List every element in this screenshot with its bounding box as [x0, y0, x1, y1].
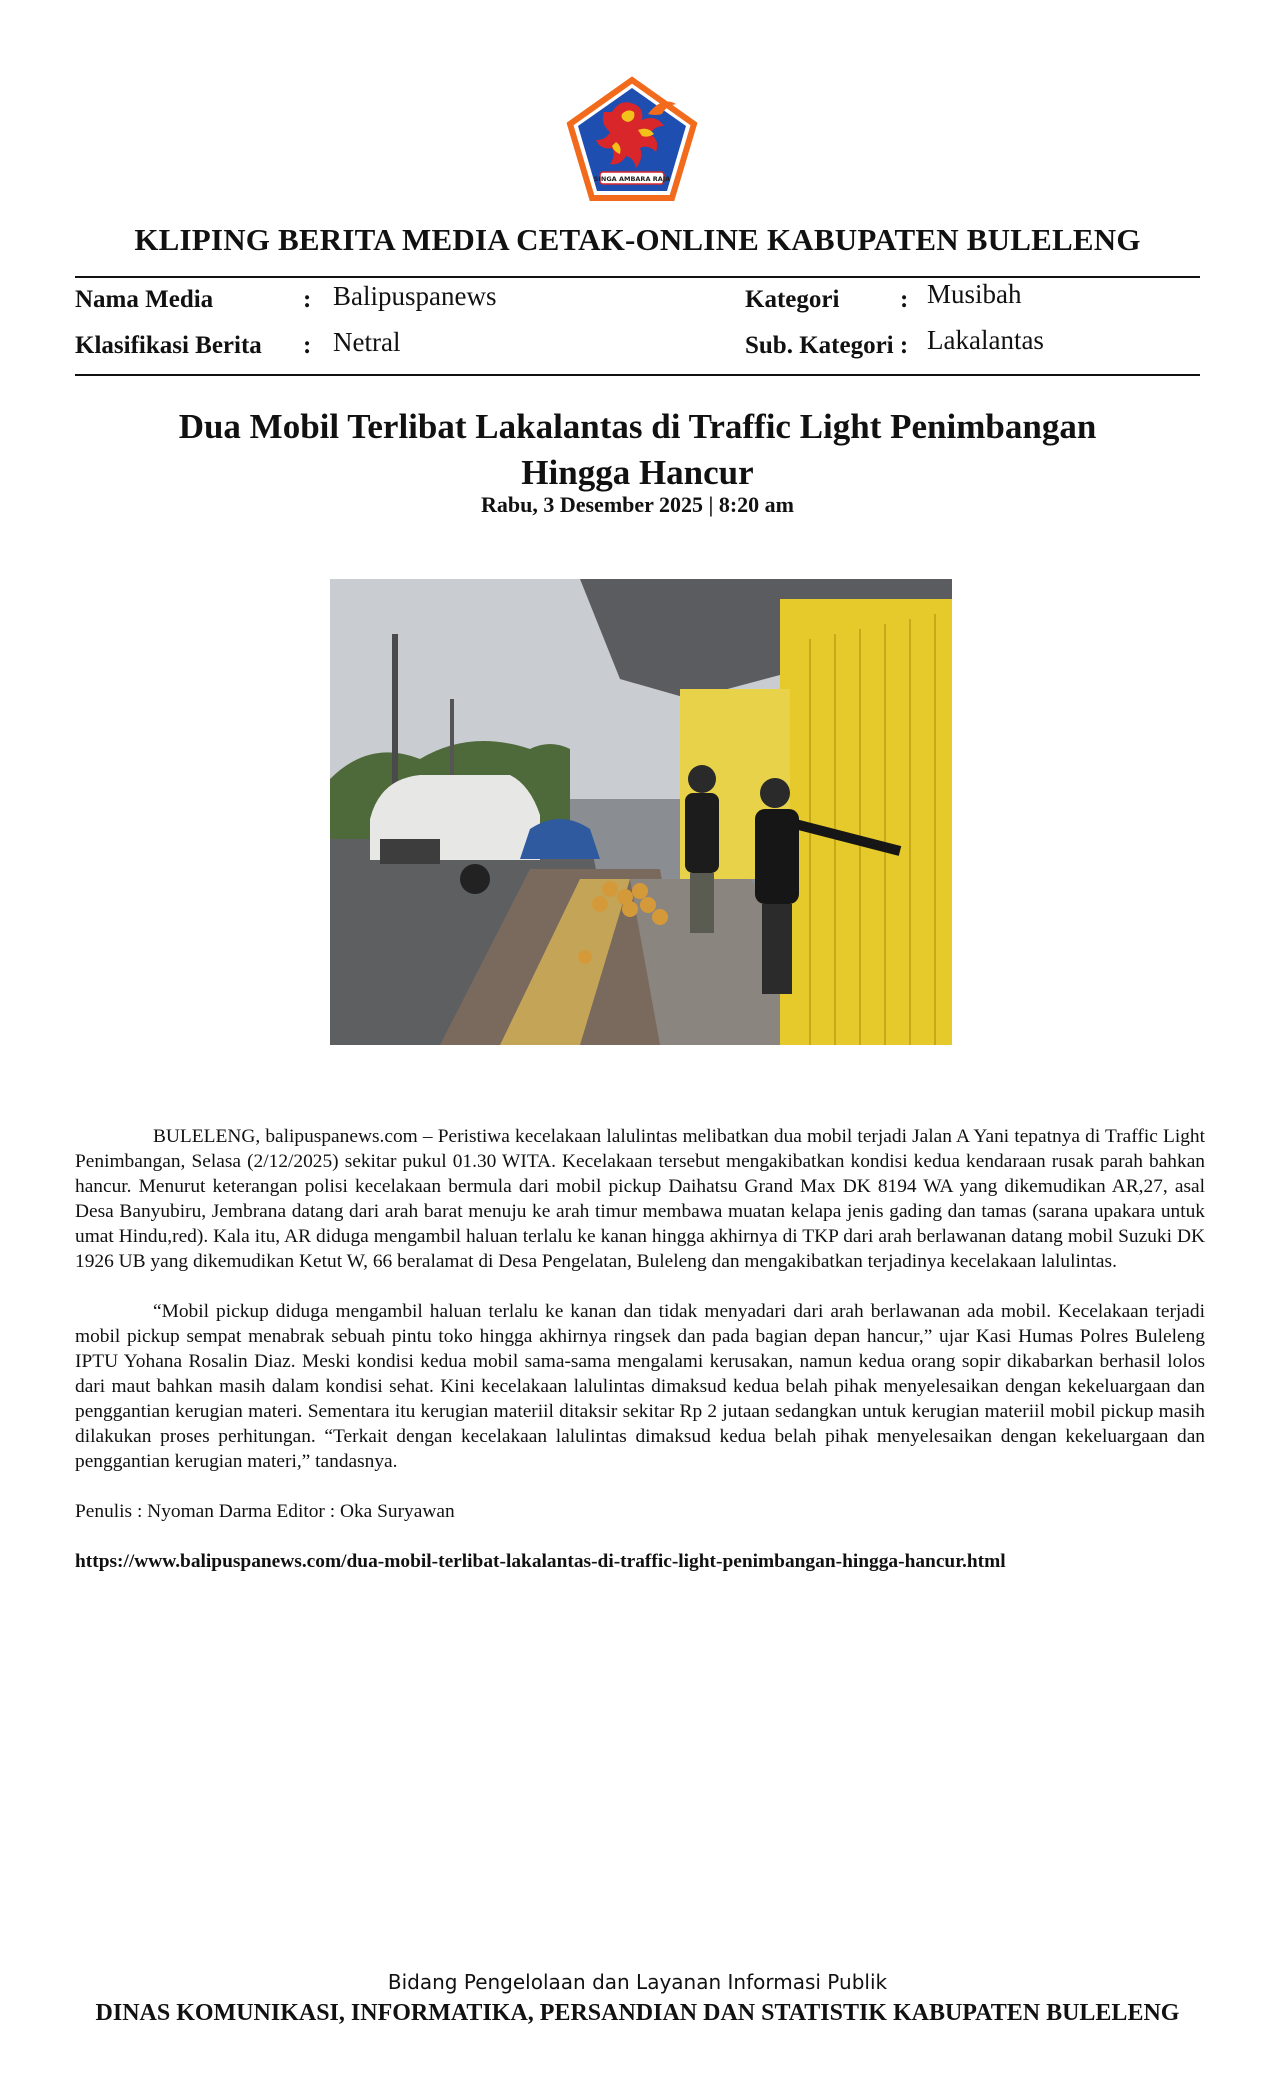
headline-line-1: Dua Mobil Terlibat Lakalantas di Traffic Light Penimbangan — [178, 407, 1097, 446]
article-body — [75, 1124, 1205, 1574]
kategori-colon: : — [900, 286, 909, 313]
article-photo — [330, 579, 952, 1045]
logo-motto: SINGA AMBARA RAJA — [593, 175, 671, 183]
media-label: Nama Media — [75, 286, 214, 313]
footer-agency: DINAS KOMUNIKASI, INFORMATIKA, PERSANDIAN DAN STATISTIK KABUPATEN BULELENG — [95, 2000, 1180, 2026]
media-value: Balipuspanews — [333, 281, 497, 311]
buleleng-logo — [564, 74, 700, 204]
article-headline — [100, 404, 1175, 496]
document-title: KLIPING BERITA MEDIA CETAK-ONLINE KABUPATEN BULELENG — [134, 222, 1141, 257]
klasifikasi-label: Klasifikasi Berita — [75, 332, 262, 359]
klasifikasi-value: Netral — [333, 327, 401, 357]
accident-scene-photo — [330, 579, 952, 1045]
headline-line-2: Hingga Hancur — [521, 453, 754, 492]
subkategori-value: Lakalantas — [927, 325, 1044, 355]
klasifikasi-colon: : — [303, 332, 312, 359]
kategori-label: Kategori — [745, 286, 840, 313]
article-credits: Penulis : Nyoman Darma Editor : Oka Suryawan — [75, 1501, 455, 1522]
article-dateline: Rabu, 3 Desember 2025 | 8:20 am — [480, 492, 795, 517]
media-colon: : — [303, 286, 312, 313]
footer-division: Bidang Pengelolaan dan Layanan Informasi Publik — [387, 1970, 888, 1994]
article-paragraph-1: BULELENG, balipuspanews.com – Peristiwa kecelakaan lalulintas melibatkan dua mobil terjadi Jalan A Yani tepatnya di Traffic Light Penimbangan, Selasa (2/12/2025) sekitar pukul 01.30 WITA. Kecelakaan tersebut mengakibatkan kondisi kedua kendaraan rusak parah bahkan hancur. Menurut keterangan polisi kecelakaan bermula dari mobil pickup Daihatsu Grand Max DK 8194 WA yang dikemudikan AR,27, asal Desa Banyubiru, Jembrana datang dari arah barat menuju ke arah timur membawa muatan kelapa jenis gading dan tamas (sarana upakara untuk umat Hindu,red). Kala itu, AR diduga mengambil haluan terlalu ke kanan hingga akhirnya di TKP dari arah berlawanan datang mobil Suzuki DK 1926 UB yang dikemudikan Ketut W, 66 beralamat di Desa Pengelatan, Buleleng dan mengakibatkan terjadinya kecelakaan lalulintas. — [75, 1126, 1205, 1272]
kategori-value: Musibah — [927, 279, 1022, 309]
subkategori-label: Sub. Kategori : — [745, 332, 909, 359]
top-divider — [75, 276, 1200, 278]
meta-divider — [75, 374, 1200, 376]
article-paragraph-2: “Mobil pickup diduga mengambil haluan terlalu ke kanan dan tidak menyadari dari arah berlawanan ada mobil. Kecelakaan terjadi mobil pickup sempat menabrak sebuah pintu toko hingga akhirnya ringsek dan pada bagian depan hancur,” ujar Kasi Humas Polres Buleleng IPTU Yohana Rosalin Diaz. Meski kondisi kedua mobil sama-sama mengalami kerusakan, namun kedua orang sopir dikabarkan berhasil lolos dari maut bahkan masih dalam kondisi sehat. Kini kecelakaan lalulintas dimaksud kedua belah pihak menyelesaikan dengan kekeluargaan dan penggantian kerugian materi. Sementara itu kerugian materiil ditaksir sekitar Rp 2 jutaan sedangkan untuk kerugian materiil mobil pickup masih dilakukan proses perhitungan. “Terkait dengan kecelakaan lalulintas dimaksud kedua belah pihak menyelesaikan dengan kekeluargaan dan penggantian kerugian materi,” tandasnya. — [75, 1301, 1205, 1472]
lion-crest-icon — [564, 74, 700, 204]
source-url-link[interactable]: https://www.balipuspanews.com/dua-mobil-terlibat-lakalantas-di-traffic-light-penimbangan-hingga-hancur.html — [75, 1551, 1006, 1572]
